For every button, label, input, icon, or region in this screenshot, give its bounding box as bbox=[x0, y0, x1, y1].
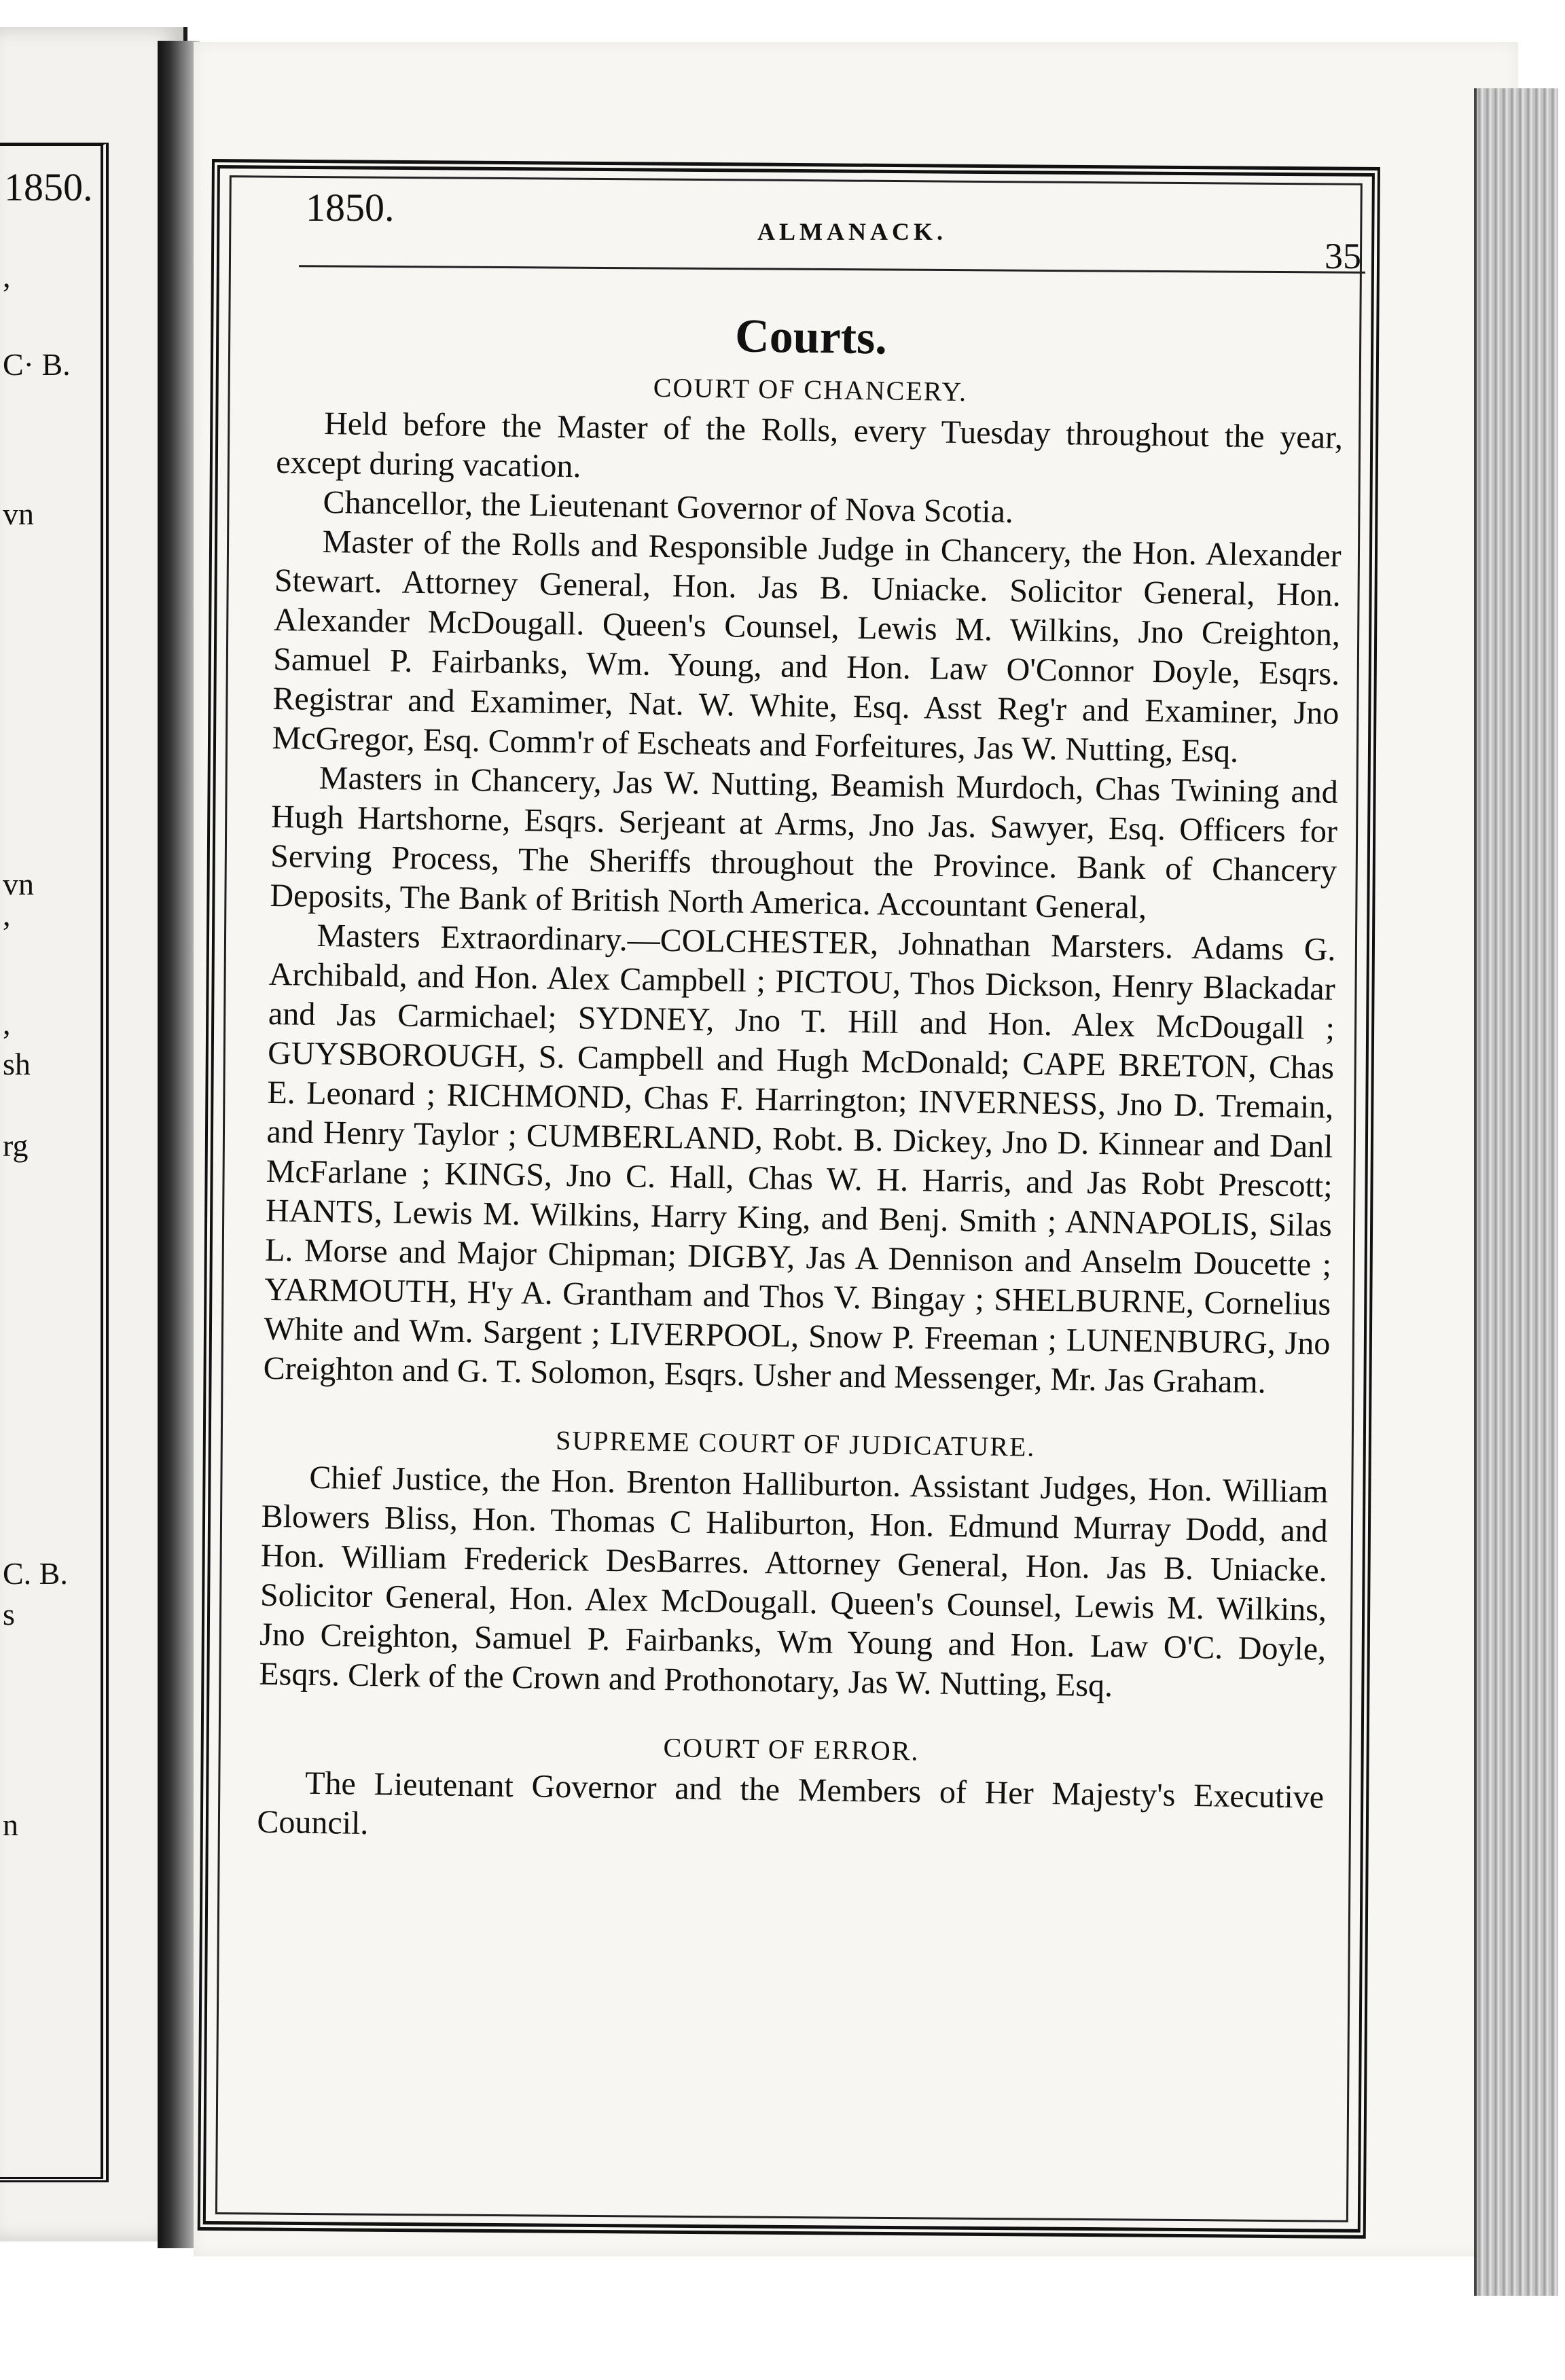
paragraph: Chancellor, the Lieutenant Governor of Nova Scotia. bbox=[323, 484, 1014, 530]
section-supreme-court bbox=[259, 1416, 1329, 1709]
left-page-year: 1850. bbox=[4, 165, 93, 209]
paragraph: Chief Justice, the Hon. Brenton Halliburton. Assistant Judges, Hon. William Blowers Bliss, Hon. Thomas C Haliburton, Hon. Edmund Murray Dodd, and Hon. William Frederick DesBarres. Attorney General, Hon. Jas B. Uniacke. Solicitor General, Hon. Alex McDougall. Queen's Counsel, Lewis M. Wilkins, Jno Creighton, Samuel P. Fairbanks, Wm Young and Hon. Law O'C. Doyle, Esqrs. Clerk of the Crown and Prothonotary, Jas W. Nutting, Esq. bbox=[259, 1459, 1329, 1704]
left-page-fragment: vn bbox=[3, 497, 34, 531]
left-page-fragment: vn bbox=[3, 867, 34, 901]
page-text-block bbox=[257, 285, 1345, 1857]
left-page-fragment: , bbox=[3, 897, 11, 932]
paragraph: The Lieutenant Governor and the Members of Her Majesty's Executive Council. bbox=[257, 1765, 1325, 1842]
left-page-fragment: , bbox=[3, 1006, 11, 1041]
paragraph: Masters Extraordinary.—COLCHESTER, Johnathan Marsters. Adams G. Archibald, and Hon. Alex Campbell ; PICTOU, Thos Dickson, Henry Blackadar and Jas Carmichael; SYDNEY, Jno T. Hill and Hon. Alex McDougall ; GUYSBOROUGH, S. Campbell and Hugh McDonald; CAPE BRETON, Chas E. Leonard ; RICHMOND, Chas F. Harrington; INVERNESS, Jno D. Tremain, and Henry Taylor ; CUMBERLAND, Robt. B. Dickey, Jno D. Kinnear and Danl McFarlane ; KINGS, Jno C. Hall, Chas W. H. Harris, and Jas Robt Prescott; HANTS, Lewis M. Wilkins, Harry King, and Benj. Smith ; ANNAPOLIS, Silas L. Morse and Major Chipman; DIGBY, Jas A Dennison and Anselm Doucette ; YARMOUTH, H'y A. Grantham and Thos V. Bingay ; SHELBURNE, Cornelius White and Wm. Sargent ; LIVERPOOL, Snow P. Freeman ; LUNENBURG, Jno Creighton and G. T. Solomon, Esqrs. Usher and Messenger, Mr. Jas Graham. bbox=[263, 917, 1336, 1401]
left-page-fragment: rg bbox=[3, 1128, 29, 1163]
section-heading: COURT OF CHANCERY. bbox=[653, 372, 968, 408]
header-title: ALMANACK. bbox=[757, 218, 947, 245]
left-page-fragment: C. B. bbox=[3, 1556, 68, 1591]
section-court-of-chancery bbox=[263, 361, 1344, 1403]
section-heading: COURT OF ERROR. bbox=[663, 1732, 920, 1767]
left-page-fragment: , bbox=[3, 259, 11, 293]
section-court-of-error bbox=[257, 1721, 1325, 1857]
page-number: 35 bbox=[1325, 236, 1361, 276]
paragraph: Held before the Master of the Rolls, every Tuesday throughout the year, except during vacation. bbox=[275, 405, 1344, 485]
page-stack-edge bbox=[1474, 88, 1558, 2296]
header-year: 1850. bbox=[306, 185, 395, 230]
page-title: Courts. bbox=[734, 310, 888, 365]
paragraph: Master of the Rolls and Responsible Judge in Chancery, the Hon. Alexander Stewart. Attorney General, Hon. Jas B. Uniacke. Solicitor General, Hon. Alexander McDougall. Queen's Counsel, Lewis M. Wilkins, Jno Creighton, Samuel P. Fairbanks, Wm. Young, and Hon. Law O'Connor Doyle, Esqrs. Registrar and Examimer, Nat. W. White, Esq. Asst Reg'r and Examiner, Jno McGregor, Esq. Comm'r of Escheats and Forfeitures, Jas W. Nutting, Esq. bbox=[272, 523, 1342, 770]
left-page-fragment: s bbox=[3, 1597, 15, 1631]
left-page-fragment: sh bbox=[3, 1047, 31, 1081]
section-heading: SUPREME COURT OF JUDICATURE. bbox=[555, 1424, 1036, 1462]
paragraph: Masters in Chancery, Jas W. Nutting, Beamish Murdoch, Chas Twining and Hugh Hartshorne, Esqrs. Serjeant at Arms, Jno Jas. Sawyer, Esq. Officers for Serving Process, The Sheriffs throughout the Province. Bank of Chancery Deposits, The Bank of British North America. Accountant General, bbox=[270, 759, 1339, 926]
left-page-fragment: C· B. bbox=[3, 347, 71, 382]
left-page-fragment: n bbox=[3, 1807, 18, 1842]
